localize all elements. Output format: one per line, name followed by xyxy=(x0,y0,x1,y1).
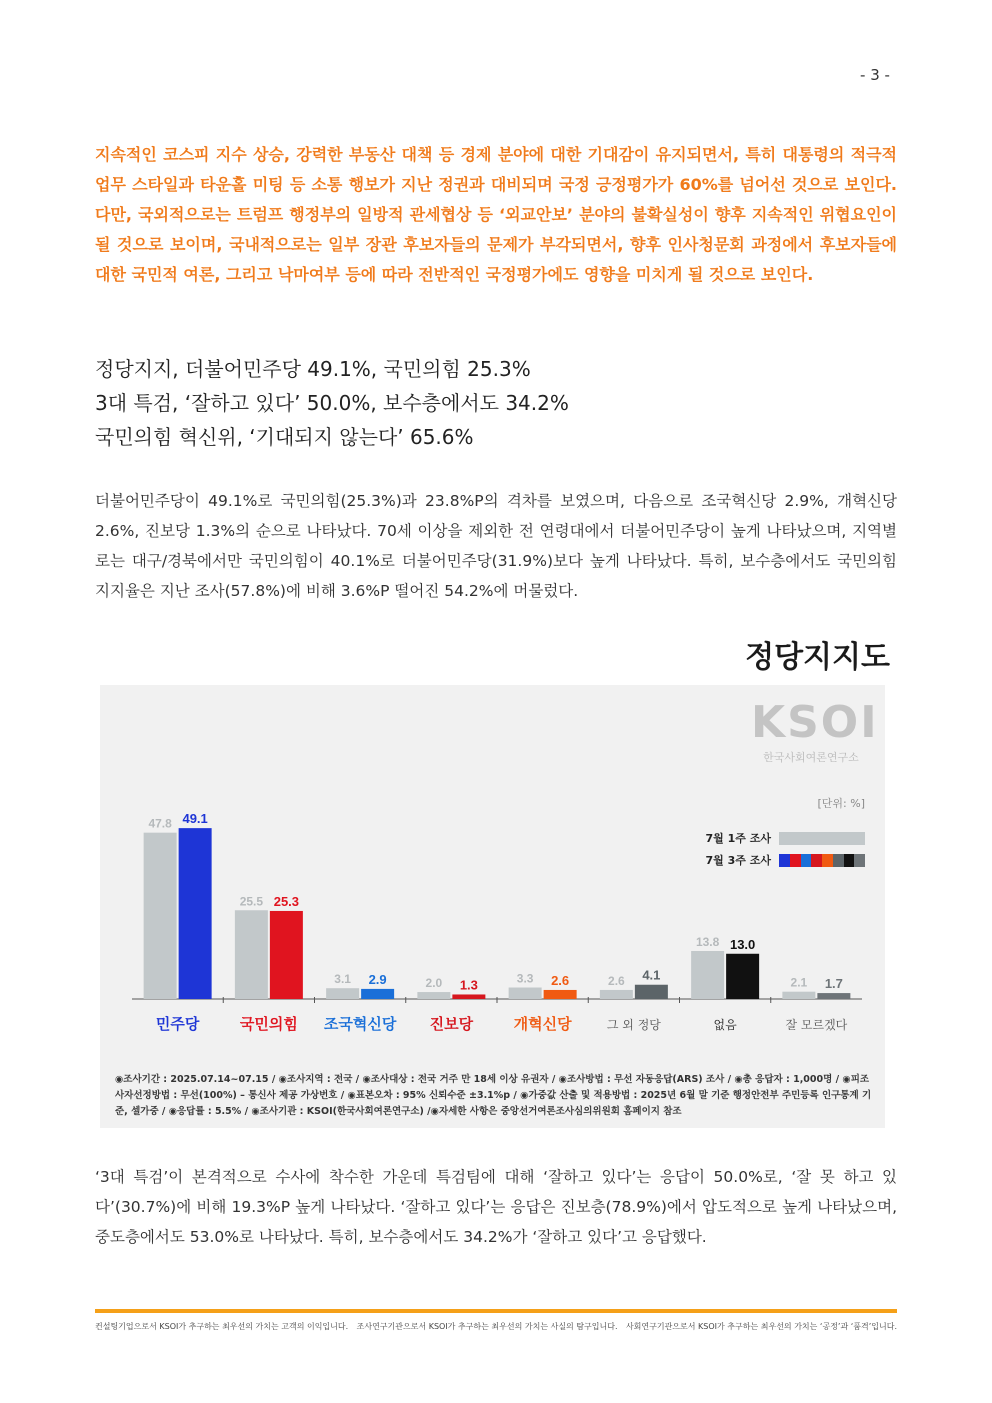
category-label: 조국혁신당 xyxy=(323,1015,397,1033)
data-label-curr: 4.1 xyxy=(642,967,661,983)
data-label-prev: 13.8 xyxy=(695,934,720,949)
data-label-prev: 3.1 xyxy=(334,972,351,987)
bar-prev xyxy=(782,992,815,999)
headline-innovation-committee: 국민의힘 혁신위, ‘기대되지 않는다’ 65.6% xyxy=(95,425,474,449)
bar-curr xyxy=(452,994,485,999)
footer-divider xyxy=(95,1309,897,1313)
highlight-paragraph: 지속적인 코스피 지수 상승, 강력한 부동산 대책 등 경제 분야에 대한 기대감이 유지되면서, 특히 대통령의 적극적 업무 스타일과 타운홀 미팅 등 소통 행보가 지난 정권과 대비되며 국정 긍정평가가 60%를 넘어선 것으로 보인다. 다만, 국외적으로는 트럼프 행정부의 일방적 관세협상 등 ‘외교안보’ 분야의 불확실성이 향후 지속적인 위협요인이 될 것으로 보이며, 국내적으로는 일부 장관 후보자들의 문제가 부각되면서, 향후 인사청문회 과정에서 후보자들에 대한 국민적 여론, 그리고 낙마여부 등에 따라 전반적인 국정평가에도 영향을 미치게 될 것으로 보인다. xyxy=(95,145,897,284)
special-counsel-paragraph: ‘3대 특검’이 본격적으로 수사에 착수한 가운데 특검팀에 대해 ‘잘하고 있다’는 응답이 50.0%로, ‘잘 못 하고 있다’(30.7%)에 비해 19.3%P 높게 나타났다. ‘잘하고 있다’는 응답은 진보층(78.9%)에서 압도적으로 높게 나타났으며, 중도층에서도 53.0%로 나타났다. 특히, 보수층에서도 34.2%가 ‘잘하고 있다’고 응답했다. xyxy=(95,1168,897,1246)
data-label-prev: 3.3 xyxy=(516,971,534,986)
data-label-curr: 1.7 xyxy=(824,976,843,992)
footer-text-3: 사회연구기관으로서 KSOI가 추구하는 최우선의 가치는 ‘공정’과 ‘품격’입니다. xyxy=(625,1322,897,1331)
category-label: 개혁신당 xyxy=(513,1015,572,1033)
bar-curr xyxy=(179,828,212,999)
unit-label: [단위: %] xyxy=(817,797,865,810)
data-label-prev: 2.0 xyxy=(425,976,443,991)
bar-curr xyxy=(635,985,668,999)
category-label: 민주당 xyxy=(155,1015,200,1033)
legend-prev-label: 7월 1주 조사 xyxy=(705,832,771,845)
category-label: 없음 xyxy=(713,1018,737,1032)
page-number: - 3 - xyxy=(860,66,890,84)
bar-chart-svg xyxy=(100,685,885,1055)
footer-text-2: 조사연구기관으로서 KSOI가 추구하는 최우선의 가치는 사실의 탐구입니다. xyxy=(356,1322,618,1331)
bar-curr xyxy=(817,993,850,999)
data-label-curr: 1.3 xyxy=(459,977,478,993)
data-label-curr: 13.0 xyxy=(729,936,756,952)
data-label-curr: 2.6 xyxy=(551,972,570,988)
category-label: 국민의힘 xyxy=(239,1015,298,1033)
party-support-chart xyxy=(100,685,885,1128)
bar-curr xyxy=(544,990,577,999)
page-footer xyxy=(95,1321,897,1332)
logo-subtitle: 한국사회여론연구소 xyxy=(763,751,859,764)
category-label: 진보당 xyxy=(429,1015,474,1033)
survey-footnote: ◉조사기간 : 2025.07.14~07.15 / ◉조사지역 : 전국 / ◉조사대상 : 전국 거주 만 18세 이상 유권자 / ◉조사방법 : 무선 자동응답(ARS) 조사 / ◉총 응답자 : 1,000명 / ◉피조사자선정방법 : 무선(100%) – 통신사 제공 가상번호 / ◉표본오차 : 95% 신뢰수준 ±3.1%p / ◉가중값 산출 및 적용방법 : 2025년 6월 말 기준 행정안전부 주민등록 인구통계 기준, 셀가중 / ◉응답률 : 5.5% / ◉조사기관 : KSOI(한국사회여론연구소) /◉자세한 사항은 중앙선거여론조사심의위원회 홈페이지 참조 xyxy=(115,1074,872,1117)
data-label-prev: 2.6 xyxy=(608,973,625,988)
footer-text-1: 컨설팅기업으로서 KSOI가 추구하는 최우선의 가치는 고객의 이익입니다. xyxy=(95,1322,349,1331)
headline-list xyxy=(95,352,897,454)
category-label: 그 외 정당 xyxy=(606,1018,661,1032)
data-label-curr: 2.9 xyxy=(368,971,387,987)
logo-mark: KSOI xyxy=(751,697,879,748)
bar-prev xyxy=(691,951,724,999)
bar-prev xyxy=(417,992,450,999)
chart-title: 정당지지도 xyxy=(745,640,890,675)
bar-curr xyxy=(726,954,759,999)
bar-prev xyxy=(235,910,268,999)
headline-special-counsel: 3대 특검, ‘잘하고 있다’ 50.0%, 보수층에서도 34.2% xyxy=(95,391,569,415)
data-label-prev: 25.5 xyxy=(239,894,264,909)
bar-prev xyxy=(509,988,542,999)
legend-curr-label: 7월 3주 조사 xyxy=(705,854,771,867)
data-label-prev: 47.8 xyxy=(148,816,172,831)
bar-prev xyxy=(144,833,177,999)
data-label-curr: 49.1 xyxy=(182,811,208,827)
data-label-prev: 2.1 xyxy=(790,975,808,990)
bar-prev xyxy=(600,990,633,999)
data-label-curr: 25.3 xyxy=(273,893,300,909)
bar-prev xyxy=(326,988,359,999)
bar-curr xyxy=(361,989,394,999)
category-label: 잘 모르겠다 xyxy=(785,1018,848,1032)
party-support-paragraph: 더불어민주당이 49.1%로 국민의힘(25.3%)과 23.8%P의 격차를 보였으며, 다음으로 조국혁신당 2.9%, 개혁신당 2.6%, 진보당 1.3%의 순으로 나타났다. 70세 이상을 제외한 전 연령대에서 더불어민주당이 높게 나타났으며, 지역별로는 대구/경북에서만 국민의힘이 40.1%로 더불어민주당(31.9%)보다 높게 나타났다. 특히, 보수층에서도 국민의힘 지지율은 지난 조사(57.8%)에 비해 3.6%P 떨어진 54.2%에 머물렀다. xyxy=(95,492,897,600)
headline-party-support: 정당지지, 더불어민주당 49.1%, 국민의힘 25.3% xyxy=(95,357,531,381)
bar-curr xyxy=(270,911,303,999)
